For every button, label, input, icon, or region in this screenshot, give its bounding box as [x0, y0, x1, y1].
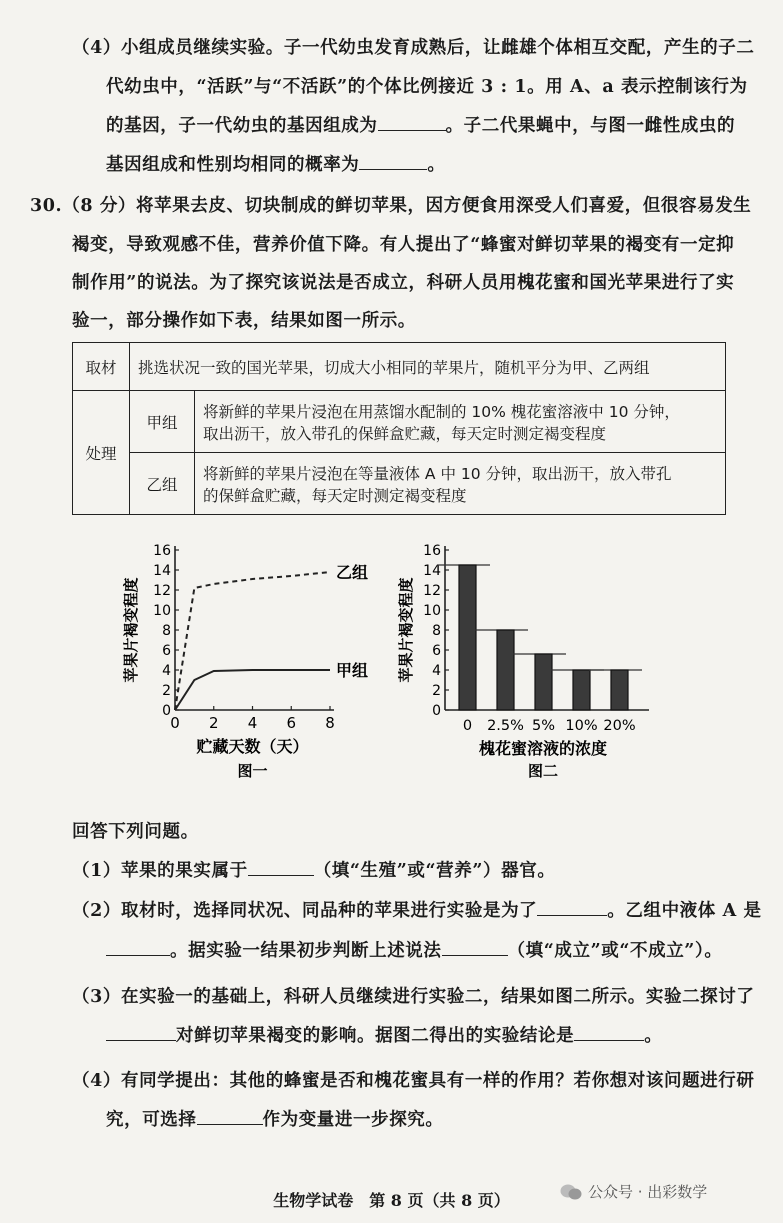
q2-text4: （填“成立”或“不成立”）。: [507, 941, 723, 961]
series-label: 甲组: [336, 661, 369, 680]
q1-text: （1）苹果的果实属于: [72, 861, 248, 881]
q29-4-line2: 代幼虫中，“活跃”与“不活跃”的个体比例接近 3 : 1。用 A、a 表示控制该行为: [106, 77, 748, 97]
y-tick-label: 8: [432, 623, 441, 639]
q29-4-line4-text: 基因组成和性别均相同的概率为: [106, 155, 360, 175]
material-label: 取材: [73, 343, 130, 391]
q29-4-line3: [106, 112, 735, 137]
answer-blank[interactable]: [359, 169, 427, 170]
page-footer: 生物学试卷 第 8 页（共 8 页）: [273, 1191, 510, 1210]
q30-line1: 30.（8 分）将苹果去皮、切块制成的鲜切苹果，因方便食用深受人们喜爱，但很容易发生: [30, 196, 752, 216]
x-axis-label: 槐花蜜溶液的浓度: [478, 739, 608, 758]
wechat-icon: [560, 1183, 582, 1201]
series-line-2: [175, 670, 330, 710]
y-tick-label: 12: [153, 583, 171, 599]
group-a-line2: 取出沥干，放入带孔的保鲜盒贮藏，每天定时测定褐变程度: [203, 424, 607, 443]
figure-title: 图二: [527, 762, 559, 780]
q2-line1: [72, 897, 762, 922]
x-tick-label: 5%: [531, 718, 556, 734]
group-b-line1: 将新鲜的苹果片浸泡在等量液体 A 中 10 分钟，取出沥干，放入带孔: [203, 464, 672, 483]
q30-line4: 验一，部分操作如下表，结果如图一所示。: [72, 311, 416, 331]
x-tick-label: 8: [325, 714, 335, 732]
x-tick-label: 0: [462, 718, 473, 734]
answer-blank[interactable]: [106, 955, 170, 956]
x-tick-label: 0: [170, 714, 180, 732]
x-tick-label: 6: [286, 714, 297, 732]
y-tick-label: 10: [423, 603, 441, 619]
y-axis-label: 苹果片褐变程度: [122, 577, 140, 683]
x-axis-label: 贮藏天数（天）: [196, 737, 309, 756]
answer-blank[interactable]: [537, 915, 607, 916]
y-tick-label: 8: [162, 623, 171, 639]
answer-blank[interactable]: [378, 130, 446, 131]
q4-line1: （4）有同学提出：其他的蜂蜜是否和槐花蜜具有一样的作用？若你想对该问题进行研: [72, 1071, 755, 1091]
q4-text2: 作为变量进一步探究。: [262, 1110, 444, 1130]
x-tick-label: 10%: [565, 718, 598, 734]
q2-text2: 。乙组中液体 A 是: [607, 901, 762, 921]
y-tick-label: 14: [153, 563, 171, 579]
bar-2: [497, 630, 514, 710]
y-tick-label: 16: [423, 543, 441, 559]
y-axis-label: 苹果片褐变程度: [397, 577, 415, 683]
bar-4: [573, 670, 590, 710]
answer-blank[interactable]: [442, 955, 508, 956]
figure-1-line-chart: [120, 538, 380, 788]
watermark-text: 公众号 · 出彩数学: [588, 1183, 708, 1201]
x-tick-label: 2.5%: [487, 718, 524, 734]
q30-line2: 褐变，导致观感不佳，营养价值下降。有人提出了“蜂蜜对鲜切苹果的褐变有一定抑: [72, 235, 735, 255]
bar-3: [535, 654, 552, 710]
q2-text: （2）取材时，选择同状况、同品种的苹果进行实验是为了: [72, 901, 538, 921]
group-a-text: [195, 391, 726, 453]
group-b-label: 乙组: [130, 453, 195, 515]
y-tick-label: 2: [432, 683, 441, 699]
q3-end: 。: [644, 1026, 663, 1046]
figure-title: 图一: [237, 762, 268, 780]
x-tick-label: 20%: [603, 718, 636, 734]
watermark: [560, 1181, 707, 1202]
x-tick-label: 4: [247, 714, 258, 732]
q29-4-line4-end: 。: [427, 155, 446, 175]
q29-4-line1: （4）小组成员继续实验。子一代幼虫发育成熟后，让雌雄个体相互交配，产生的子二: [72, 38, 755, 58]
y-tick-label: 14: [423, 563, 441, 579]
y-tick-label: 16: [153, 543, 171, 559]
y-tick-label: 6: [432, 643, 441, 659]
q3-text: 对鲜切苹果褐变的影响。据图二得出的实验结论是: [176, 1026, 575, 1046]
y-tick-label: 0: [162, 703, 171, 719]
y-tick-label: 0: [432, 703, 441, 719]
q3-line2: [106, 1022, 662, 1047]
y-tick-label: 2: [162, 683, 171, 699]
q2-line2: [106, 937, 722, 962]
group-b-text: [195, 453, 726, 515]
bar-5: [611, 670, 628, 710]
y-tick-label: 12: [423, 583, 441, 599]
answer-blank[interactable]: [106, 1040, 176, 1041]
group-a-label: 甲组: [130, 391, 195, 453]
q30-line3: 制作用”的说法。为了探究该说法是否成立，科研人员用槐花蜜和国光苹果进行了实: [72, 273, 735, 293]
answers-intro: 回答下列问题。: [72, 822, 199, 842]
q4-text: 究，可选择: [106, 1110, 197, 1130]
answer-blank[interactable]: [197, 1124, 263, 1125]
q29-4-line3-text2: 。子二代果蝇中，与图一雌性成虫的: [445, 116, 736, 136]
answer-blank[interactable]: [574, 1040, 644, 1041]
q29-4-line3-text: 的基因，子一代幼虫的基因组成为: [106, 116, 378, 136]
answer-blank[interactable]: [248, 875, 314, 876]
q2-text3: 。据实验一结果初步判断上述说法: [170, 941, 442, 961]
y-tick-label: 4: [432, 663, 441, 679]
q4-line2: [106, 1106, 444, 1131]
experiment-table: [72, 342, 726, 515]
y-tick-label: 6: [162, 643, 171, 659]
x-tick-label: 2: [208, 714, 219, 732]
q3-line1: （3）在实验一的基础上，科研人员继续进行实验二，结果如图二所示。实验二探讨了: [72, 987, 755, 1007]
q1-text2: （填“生殖”或“营养”）器官。: [313, 861, 556, 881]
series-line-1: [175, 572, 330, 710]
material-text: 挑选状况一致的国光苹果，切成大小相同的苹果片，随机平分为甲、乙两组: [130, 343, 726, 391]
q1: [72, 857, 555, 882]
treatment-label: 处理: [73, 391, 130, 515]
y-tick-label: 4: [162, 663, 171, 679]
series-label: 乙组: [336, 563, 369, 582]
group-b-line2: 的保鲜盒贮藏，每天定时测定褐变程度: [203, 486, 467, 505]
y-tick-label: 10: [153, 603, 171, 619]
figure-2-bar-chart: [395, 538, 665, 788]
group-a-line1: 将新鲜的苹果片浸泡在用蒸馏水配制的 10% 槐花蜜溶液中 10 分钟，: [203, 402, 680, 421]
q29-4-line4: [106, 151, 446, 176]
bar-1: [459, 565, 476, 710]
